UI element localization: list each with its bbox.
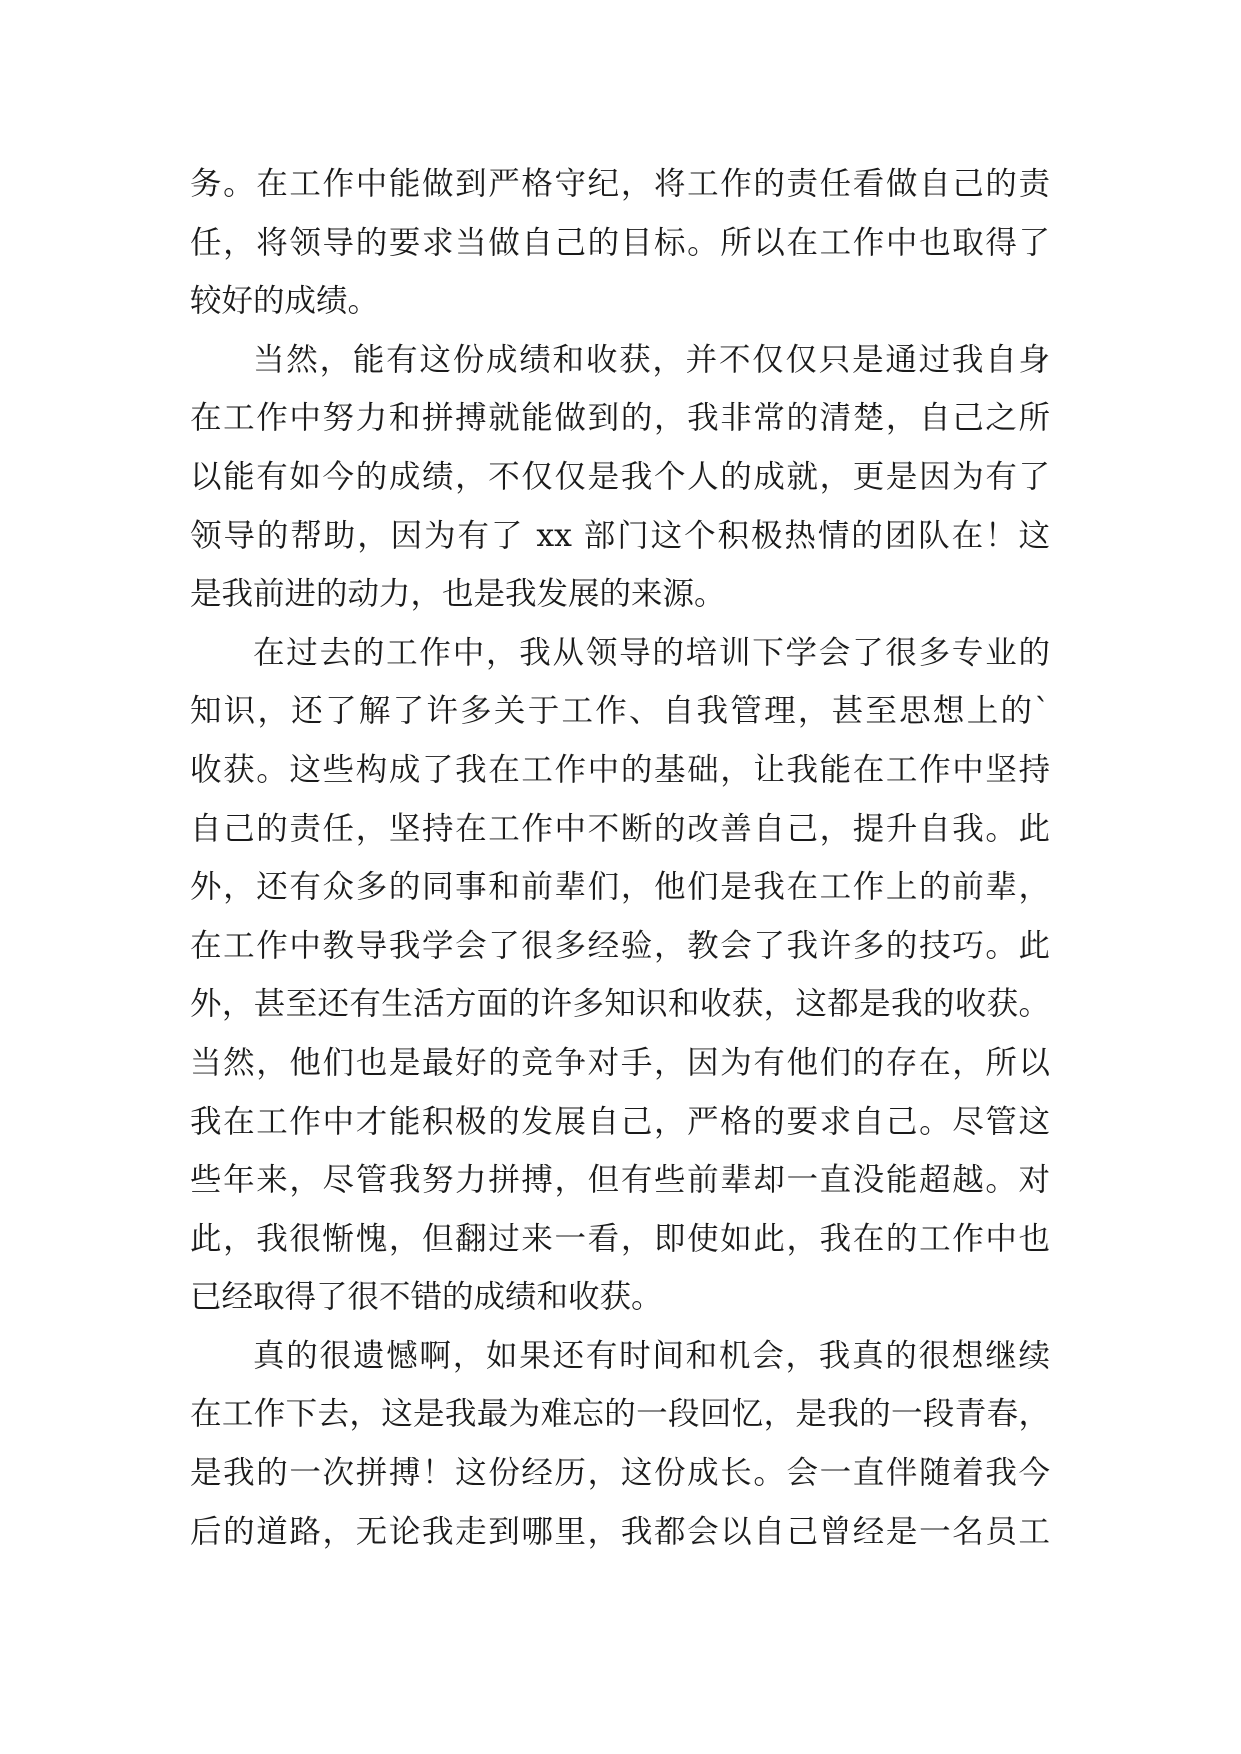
text-line: 真的很遗憾啊，如果还有时间和机会，我真的很想继续 xyxy=(253,1337,1050,1374)
text-line: 较好的成绩。 xyxy=(190,283,380,320)
text-line: 已经取得了很不错的成绩和收获。 xyxy=(190,1279,663,1316)
text-line: 收获。这些构成了我在工作中的基础，让我能在工作中坚持 xyxy=(190,751,1050,788)
text-line: 在过去的工作中，我从领导的培训下学会了很多专业的 xyxy=(253,634,1050,671)
document-body xyxy=(190,155,1050,1561)
text-line: 领导的帮助，因为有了 xx 部门这个积极热情的团队在！这 xyxy=(190,517,1050,554)
text-line: 自己的责任，坚持在工作中不断的改善自己，提升自我。此 xyxy=(190,810,1050,847)
text-line: 当然，能有这份成绩和收获，并不仅仅只是通过我自身 xyxy=(253,341,1050,378)
text-line: 在工作下去，这是我最为难忘的一段回忆，是我的一段青春， xyxy=(190,1396,1050,1433)
text-line: 以能有如今的成绩，不仅仅是我个人的成就，更是因为有了 xyxy=(190,458,1050,495)
text-line: 是我的一次拼搏！这份经历，这份成长。会一直伴随着我今 xyxy=(190,1455,1050,1492)
text-line: 外，甚至还有生活方面的许多知识和收获，这都是我的收获。 xyxy=(190,986,1050,1023)
text-line: 外，还有众多的同事和前辈们，他们是我在工作上的前辈， xyxy=(190,869,1050,906)
text-line: 在工作中努力和拼搏就能做到的，我非常的清楚，自己之所 xyxy=(190,400,1050,437)
text-line: 些年来，尽管我努力拼搏，但有些前辈却一直没能超越。对 xyxy=(190,1162,1050,1199)
text-line: 知识，还了解了许多关于工作、自我管理，甚至思想上的` xyxy=(190,693,1050,730)
text-line: 我在工作中才能积极的发展自己，严格的要求自己。尽管这 xyxy=(190,1103,1050,1140)
text-line: 务。在工作中能做到严格守纪，将工作的责任看做自己的责 xyxy=(190,166,1050,202)
text-line: 此，我很惭愧，但翻过来一看，即使如此，我在的工作中也 xyxy=(190,1220,1050,1257)
text-line: 是我前进的动力，也是我发展的来源。 xyxy=(190,576,726,613)
text-line: 后的道路，无论我走到哪里，我都会以自己曾经是一名员工 xyxy=(190,1513,1050,1550)
text-line: 任，将领导的要求当做自己的目标。所以在工作中也取得了 xyxy=(190,224,1050,261)
text-line: 当然，他们也是最好的竞争对手，因为有他们的存在，所以 xyxy=(190,1044,1050,1081)
text-line: 在工作中教导我学会了很多经验，教会了我许多的技巧。此 xyxy=(190,927,1050,964)
